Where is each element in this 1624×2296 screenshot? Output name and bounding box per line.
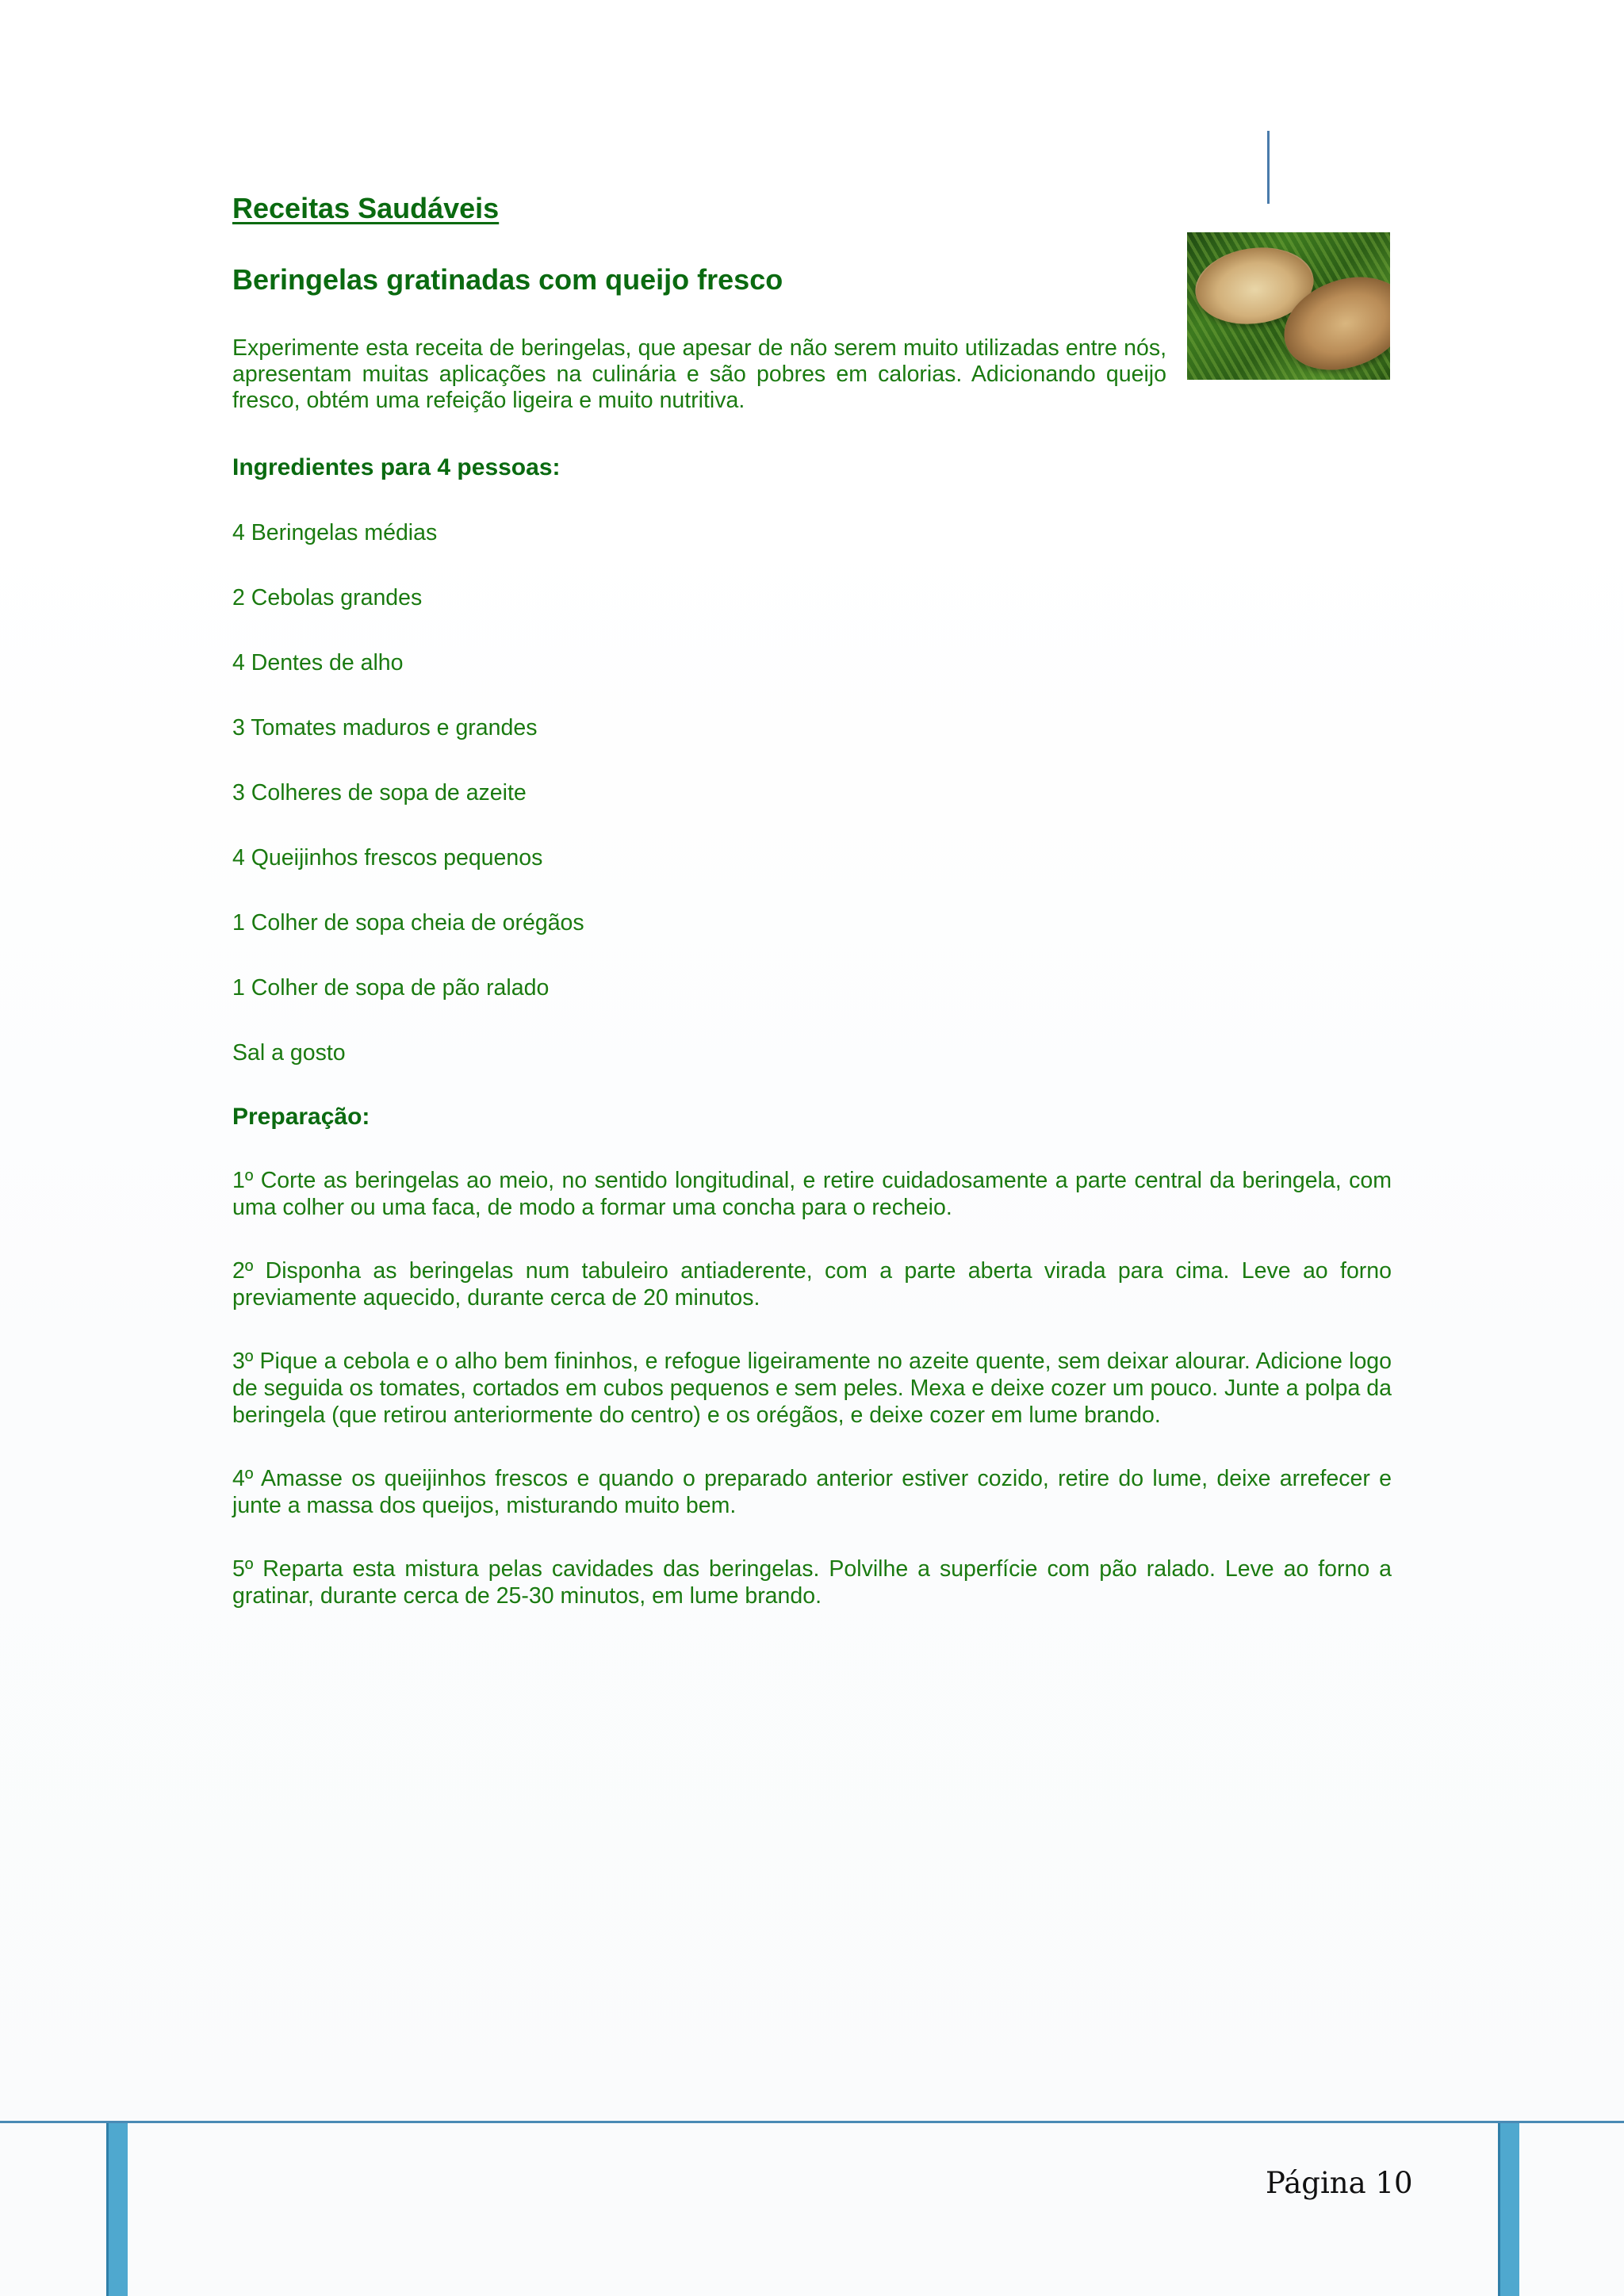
ingredients-list	[232, 517, 584, 1102]
ingredient-item: Sal a gosto	[232, 1040, 346, 1066]
preparation-step: 2º Disponha as beringelas num tabuleiro antiaderente, com a parte aberta virada para cima. Leve ao forno previamente aquecido, durante cerca de 20 minutos.	[232, 1258, 1392, 1311]
preparation-step: 1º Corte as beringelas ao meio, no sentido longitudinal, e retire cuidadosamente a parte central da beringela, com uma colher ou uma faca, de modo a formar uma concha para o recheio.	[232, 1168, 1392, 1220]
preparation-steps	[232, 1167, 1392, 1646]
preparation-step: 5º Reparta esta mistura pelas cavidades das beringelas. Polvilhe a superfície com pão ralado. Leve ao forno a gratinar, durante cerca de 25-30 minutos, em lume brando.	[232, 1556, 1392, 1609]
header-vertical-rule	[1267, 131, 1270, 204]
preparation-heading: Preparação:	[232, 1104, 370, 1130]
section-title: Receitas Saudáveis	[232, 192, 500, 224]
page-number: Página 10	[1266, 2166, 1413, 2200]
ingredient-item: 3 Colheres de sopa de azeite	[232, 780, 527, 806]
footer-tab-left	[106, 2123, 128, 2296]
ingredients-heading: Ingredientes para 4 pessoas:	[232, 454, 561, 480]
footer-tab-right	[1498, 2123, 1519, 2296]
recipe-photo	[1187, 232, 1390, 380]
preparation-step: 4º Amasse os queijinhos frescos e quando o preparado anterior estiver cozido, retire do lume, deixe arrefecer e junte a massa dos queijos, misturando muito bem.	[232, 1466, 1392, 1518]
intro-paragraph: Experimente esta receita de beringelas, que apesar de não serem muito utilizadas entre nós, apresentam muitas aplicações na culinária e são pobres em calorias. Adicionando queijo fresco, obtém uma refeição ligeira e muito nutritiva.	[232, 335, 1166, 413]
preparation-step: 3º Pique a cebola e o alho bem fininhos, e refogue ligeiramente no azeite quente, sem deixar alourar. Adicione logo de seguida os tomates, cortados em cubos pequenos e sem peles. Mexa e deixe cozer um pouco. Junte a polpa da beringela (que retirou anteriormente do centro) e os orégãos, e deixe cozer em lume brando.	[232, 1349, 1392, 1428]
ingredient-item: 1 Colher de sopa cheia de orégãos	[232, 910, 584, 936]
ingredient-item: 4 Dentes de alho	[232, 650, 404, 675]
ingredient-item: 3 Tomates maduros e grandes	[232, 715, 538, 740]
footer-rule	[0, 2121, 1624, 2123]
ingredient-item: 2 Cebolas grandes	[232, 585, 423, 610]
ingredient-item: 4 Queijinhos frescos pequenos	[232, 845, 543, 871]
recipe-title: Beringelas gratinadas com queijo fresco	[232, 263, 783, 296]
ingredient-item: 4 Beringelas médias	[232, 520, 438, 545]
ingredient-item: 1 Colher de sopa de pão ralado	[232, 975, 550, 1001]
